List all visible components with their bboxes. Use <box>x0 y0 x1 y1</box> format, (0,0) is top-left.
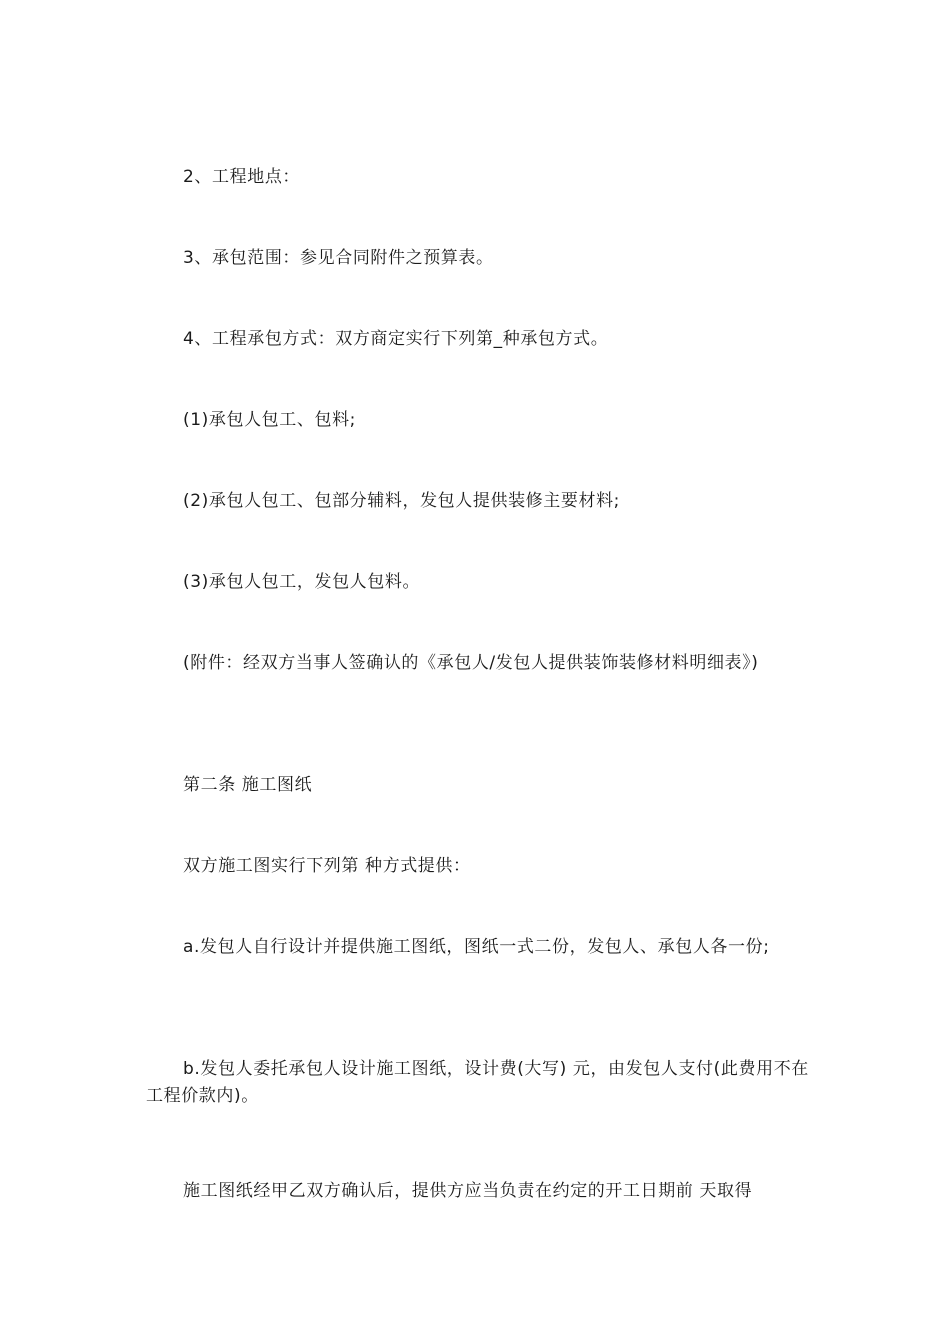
paragraph-drawing-method: 双方施工图实行下列第 种方式提供： <box>183 856 471 876</box>
section-heading-drawings: 第二条 施工图纸 <box>183 775 313 795</box>
paragraph-contract-method: 4、工程承包方式：双方商定实行下列第_种承包方式。 <box>183 329 609 349</box>
paragraph-attachment-note: (附件：经双方当事人签确认的《承包人/发包人提供装饰装修材料明细表》) <box>183 653 759 673</box>
paragraph-drawing-confirmation: 施工图纸经甲乙双方确认后，提供方应当负责在约定的开工日期前 天取得 <box>183 1181 753 1201</box>
paragraph-project-location: 2、工程地点： <box>183 167 301 187</box>
paragraph-option-a: a.发包人自行设计并提供施工图纸，图纸一式二份，发包人、承包人各一份; <box>183 937 770 957</box>
paragraph-option-b: b.发包人委托承包人设计施工图纸，设计费(大写) 元，由发包人支付(此费用不在工程价款内)。 <box>146 1059 809 1106</box>
paragraph-option-3: (3)承包人包工，发包人包料。 <box>183 572 421 592</box>
paragraph-option-1: (1)承包人包工、包料; <box>183 410 357 430</box>
paragraph-option-2: (2)承包人包工、包部分辅料，发包人提供装修主要材料; <box>183 491 621 511</box>
paragraph-contract-scope: 3、承包范围：参见合同附件之预算表。 <box>183 248 494 268</box>
